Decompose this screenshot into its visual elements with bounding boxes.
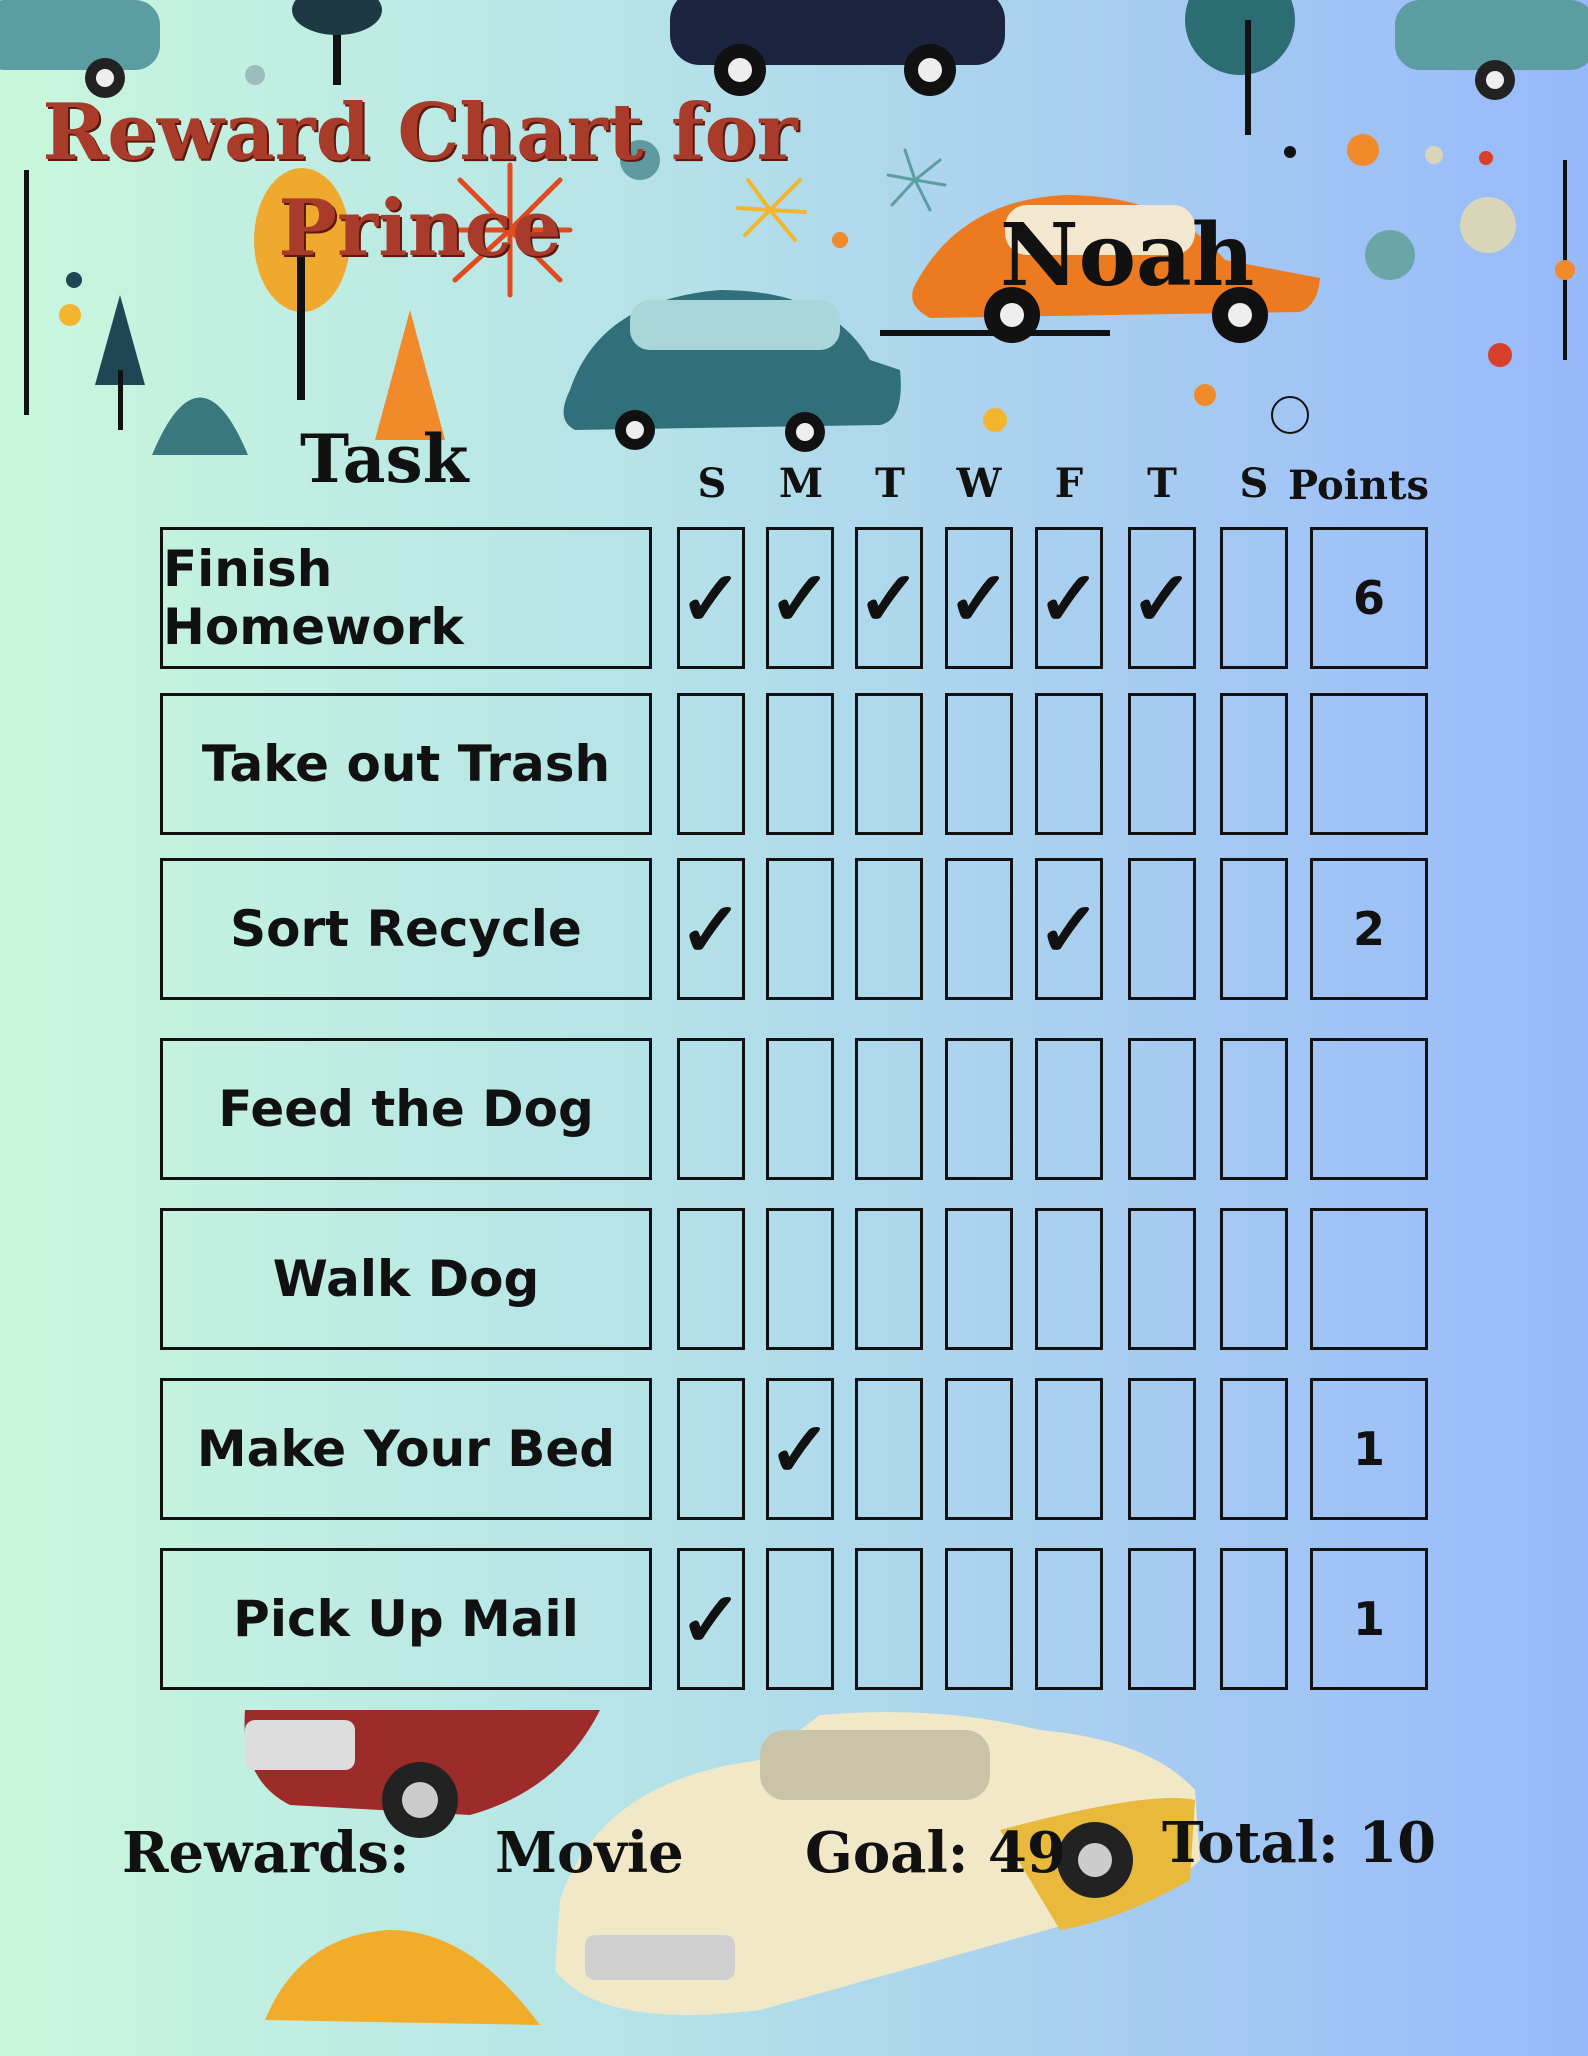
day-header-wed: W: [956, 460, 1002, 507]
page-title: Reward Chart for Prince: [42, 87, 798, 274]
day-cell[interactable]: [945, 858, 1013, 1000]
day-cell[interactable]: [1220, 527, 1288, 669]
task-name: Feed the Dog: [160, 1038, 652, 1180]
points-cell: 6: [1310, 527, 1428, 669]
points-cell: 2: [1310, 858, 1428, 1000]
day-cell[interactable]: [1035, 1038, 1103, 1180]
day-header-mon: M: [778, 460, 824, 507]
check-mark-icon: ✓: [768, 553, 832, 643]
day-cell[interactable]: [1035, 1548, 1103, 1690]
day-cell[interactable]: [1220, 1208, 1288, 1350]
day-cell[interactable]: [945, 527, 1013, 669]
day-cell[interactable]: [855, 1208, 923, 1350]
check-mark-icon: ✓: [857, 553, 921, 643]
day-cell[interactable]: [1220, 1548, 1288, 1690]
day-cell[interactable]: [677, 1378, 745, 1520]
day-cell[interactable]: [855, 693, 923, 835]
check-mark-icon: ✓: [1130, 553, 1194, 643]
day-cell[interactable]: [855, 527, 923, 669]
day-cell[interactable]: [1035, 858, 1103, 1000]
check-mark-icon: ✓: [679, 1574, 743, 1664]
day-cell[interactable]: [1128, 527, 1196, 669]
day-cell[interactable]: [677, 693, 745, 835]
day-cell[interactable]: [945, 1378, 1013, 1520]
task-name: Finish Homework: [160, 527, 652, 669]
task-name: Make Your Bed: [160, 1378, 652, 1520]
task-name: Sort Recycle: [160, 858, 652, 1000]
day-cell[interactable]: [855, 1378, 923, 1520]
day-header-fri: F: [1054, 460, 1084, 507]
car-teal-top-right-icon: [1395, 0, 1588, 100]
child-name: Noah: [1000, 205, 1255, 306]
day-cell[interactable]: [855, 1548, 923, 1690]
day-cell[interactable]: [1035, 693, 1103, 835]
day-header-sat: S: [1239, 460, 1269, 507]
day-cell[interactable]: [945, 693, 1013, 835]
check-mark-icon: ✓: [1037, 884, 1101, 974]
points-cell: 1: [1310, 1548, 1428, 1690]
day-cell[interactable]: [766, 1378, 834, 1520]
points-cell: [1310, 693, 1428, 835]
day-header-sun: S: [697, 460, 727, 507]
day-header-tue: T: [875, 460, 905, 507]
day-header-thu: T: [1147, 460, 1177, 507]
day-cell[interactable]: [766, 858, 834, 1000]
day-cell[interactable]: [945, 1208, 1013, 1350]
day-cell[interactable]: [766, 1548, 834, 1690]
day-cell[interactable]: [1128, 1038, 1196, 1180]
points-cell: [1310, 1038, 1428, 1180]
check-mark-icon: ✓: [679, 884, 743, 974]
points-cell: 1: [1310, 1378, 1428, 1520]
task-name: Walk Dog: [160, 1208, 652, 1350]
day-cell[interactable]: [1220, 1038, 1288, 1180]
day-cell[interactable]: [766, 1208, 834, 1350]
day-cell[interactable]: [766, 527, 834, 669]
points-cell: [1310, 1208, 1428, 1350]
day-cell[interactable]: [1220, 858, 1288, 1000]
check-mark-icon: ✓: [1037, 553, 1101, 643]
day-cell[interactable]: [766, 1038, 834, 1180]
day-cell[interactable]: [677, 858, 745, 1000]
car-yellow-bottom-icon: [265, 1930, 540, 2025]
day-cell[interactable]: [677, 1038, 745, 1180]
day-cell[interactable]: [945, 1548, 1013, 1690]
day-cell[interactable]: [1220, 693, 1288, 835]
day-cell[interactable]: [855, 858, 923, 1000]
day-cell[interactable]: [1128, 858, 1196, 1000]
goal-value: Goal: 49: [805, 1820, 1066, 1886]
day-cell[interactable]: [945, 1038, 1013, 1180]
task-name: Take out Trash: [160, 693, 652, 835]
day-cell[interactable]: [1128, 693, 1196, 835]
task-name: Pick Up Mail: [160, 1548, 652, 1690]
check-mark-icon: ✓: [768, 1404, 832, 1494]
points-header: Points: [1288, 462, 1429, 509]
car-teal-top-left-icon: [0, 0, 160, 98]
day-cell[interactable]: [1128, 1548, 1196, 1690]
reward-value: Movie: [495, 1820, 684, 1886]
day-cell[interactable]: [766, 693, 834, 835]
day-cell[interactable]: [677, 1208, 745, 1350]
day-cell[interactable]: [1128, 1378, 1196, 1520]
task-header: Task: [300, 420, 469, 498]
total-value: Total: 10: [1162, 1810, 1437, 1876]
day-cell[interactable]: [855, 1038, 923, 1180]
day-cell[interactable]: [1220, 1378, 1288, 1520]
day-cell[interactable]: [1035, 1378, 1103, 1520]
day-cell[interactable]: [1035, 1208, 1103, 1350]
day-cell[interactable]: [677, 527, 745, 669]
rewards-label: Rewards:: [122, 1820, 410, 1886]
check-mark-icon: ✓: [947, 553, 1011, 643]
car-navy-top-icon: [670, 0, 1005, 96]
check-mark-icon: ✓: [679, 553, 743, 643]
day-cell[interactable]: [677, 1548, 745, 1690]
day-cell[interactable]: [1035, 527, 1103, 669]
car-red-bottom-icon: [245, 1710, 600, 1838]
day-cell[interactable]: [1128, 1208, 1196, 1350]
